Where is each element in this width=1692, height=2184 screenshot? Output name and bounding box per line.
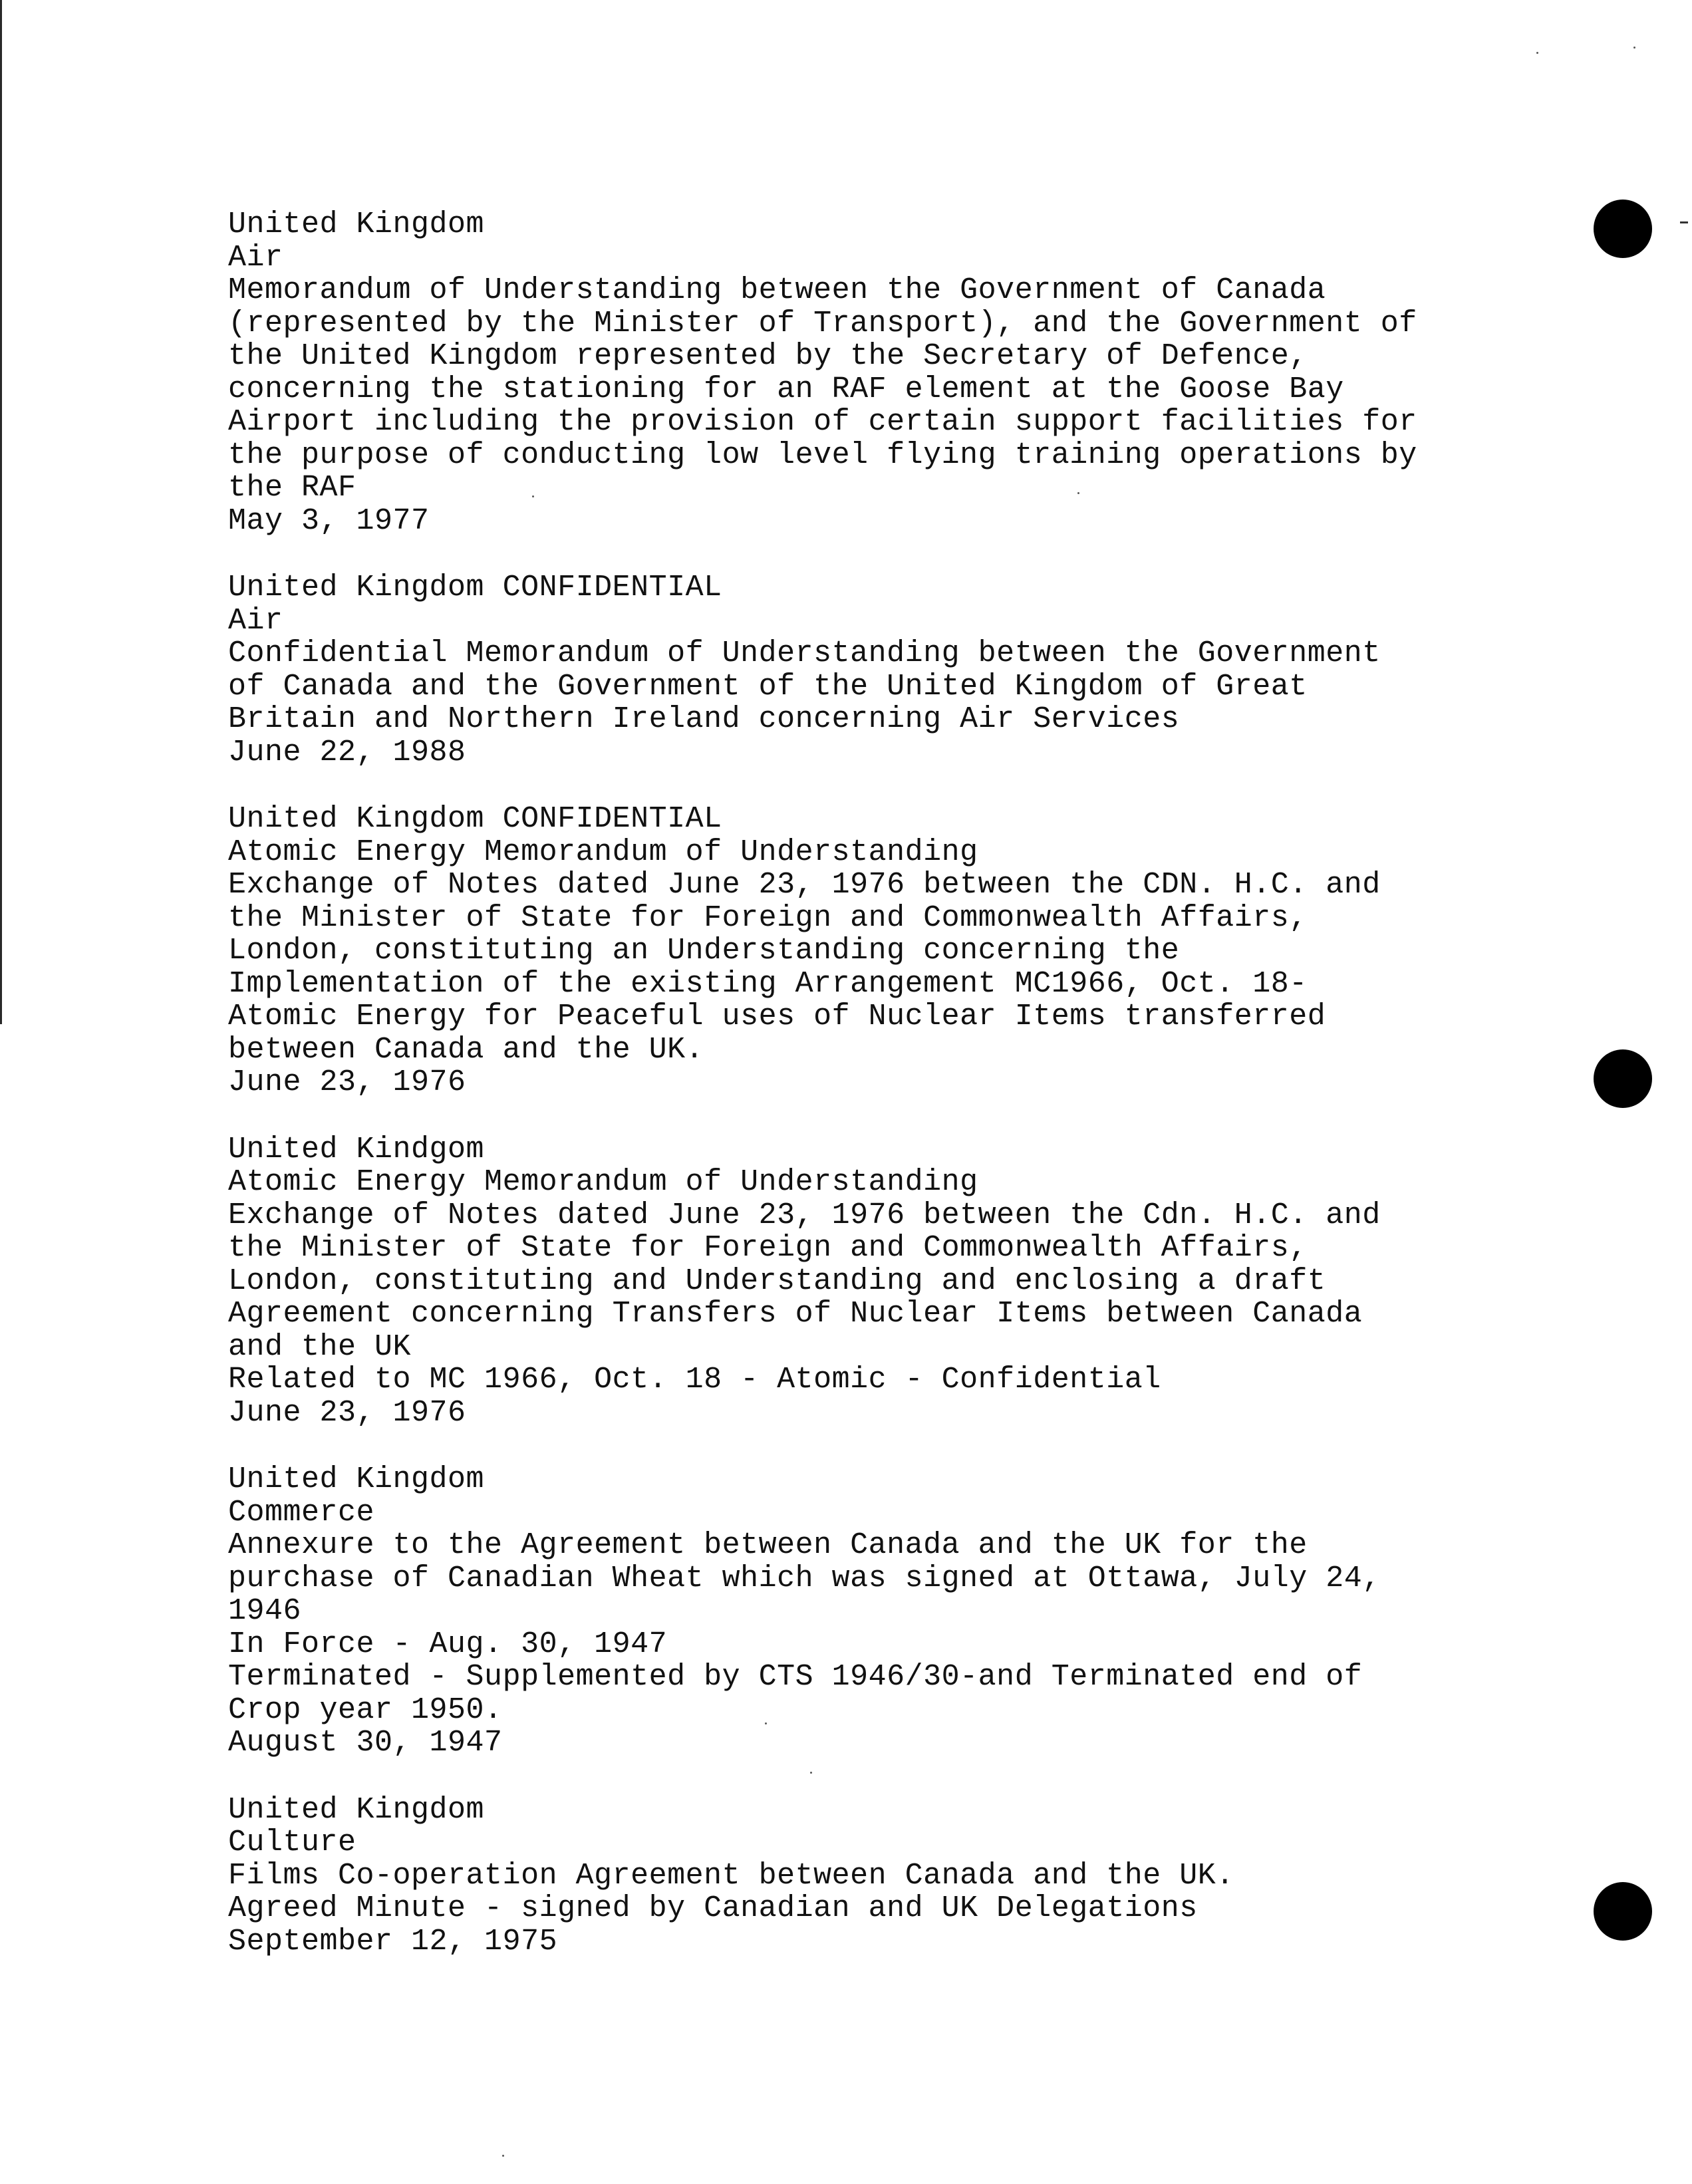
entry-country: United Kindgom xyxy=(228,1132,485,1166)
entry-note: Related to MC 1966, Oct. 18 - Atomic - Confidential xyxy=(228,1363,1161,1397)
entry-description-line: between Canada and the UK. xyxy=(228,1032,704,1067)
entry-description-line: London, constituting an Understanding concerning the xyxy=(228,934,1180,968)
agreement-entry xyxy=(228,1133,1545,1430)
entry-subject: Air xyxy=(228,603,283,638)
agreement-entry xyxy=(228,803,1545,1099)
entry-description-line: Confidential Memorandum of Understanding between the Government xyxy=(228,636,1381,670)
agreement-entry xyxy=(228,1794,1545,1959)
entry-subject: Atomic Energy Memorandum of Understanding xyxy=(228,1165,978,1199)
entry-description-line: London, constituting and Understanding and enclosing a draft xyxy=(228,1264,1326,1298)
punch-hole-top xyxy=(1594,200,1652,258)
agreement-entry xyxy=(228,1463,1545,1760)
entry-date: August 30, 1947 xyxy=(228,1726,503,1760)
entry-note: Crop year 1950. xyxy=(228,1693,503,1727)
entry-description-line: Films Co-operation Agreement between Canada and the UK. xyxy=(228,1858,1234,1893)
entry-description-line: Atomic Energy for Peaceful uses of Nuclear Items transferred xyxy=(228,1000,1326,1033)
entry-country: United Kingdom CONFIDENTIAL xyxy=(228,802,722,836)
entry-description-line: the purpose of conducting low level flying training operations by xyxy=(228,438,1417,472)
entry-status: In Force - Aug. 30, 1947 xyxy=(228,1627,668,1661)
entry-description-line: Memorandum of Understanding between the Government of Canada xyxy=(228,273,1326,307)
entry-note: Agreed Minute - signed by Canadian and UK Delegations xyxy=(228,1891,1198,1925)
entry-description-line: Annexure to the Agreement between Canada and the UK for the xyxy=(228,1528,1308,1562)
entry-date: June 23, 1976 xyxy=(228,1395,466,1430)
entry-country: United Kingdom xyxy=(228,1792,485,1827)
entry-country: United Kingdom xyxy=(228,1462,485,1496)
agreement-entry xyxy=(228,208,1545,537)
scan-speck xyxy=(502,2155,504,2157)
entry-description-line: Airport including the provision of certain support facilities for xyxy=(228,405,1417,439)
entry-country: United Kingdom xyxy=(228,207,485,241)
entry-description-line: concerning the stationing for an RAF element at the Goose Bay xyxy=(228,372,1344,406)
scan-speck xyxy=(1633,47,1635,49)
entry-subject: Culture xyxy=(228,1826,356,1859)
entry-country: United Kingdom CONFIDENTIAL xyxy=(228,571,722,605)
entry-description-line: Exchange of Notes dated June 23, 1976 between the CDN. H.C. and xyxy=(228,868,1381,902)
entry-description-line: Britain and Northern Ireland concerning Air Services xyxy=(228,702,1180,736)
entry-subject: Atomic Energy Memorandum of Understanding xyxy=(228,835,978,869)
scan-speck xyxy=(1536,52,1538,54)
entry-description-line: of Canada and the Government of the United Kingdom of Great xyxy=(228,669,1308,704)
punch-hole-bottom xyxy=(1594,1882,1652,1941)
entry-description-line: (represented by the Minister of Transport), and the Government of xyxy=(228,306,1417,341)
agreement-entry xyxy=(228,571,1545,769)
scan-left-edge xyxy=(0,0,2,1024)
entry-description-line: the United Kingdom represented by the Secretary of Defence, xyxy=(228,339,1308,373)
entry-subject: Commerce xyxy=(228,1495,375,1530)
entry-date: June 22, 1988 xyxy=(228,735,466,769)
agreements-list xyxy=(228,208,1545,1992)
entry-date: June 23, 1976 xyxy=(228,1065,466,1099)
entry-description-line: the RAF xyxy=(228,471,356,505)
entry-note: Terminated - Supplemented by CTS 1946/30-and Terminated end of xyxy=(228,1660,1363,1694)
punch-hole-middle xyxy=(1594,1049,1652,1108)
entry-date: May 3, 1977 xyxy=(228,503,430,538)
scan-mark xyxy=(1680,221,1688,223)
entry-description-line: the Minister of State for Foreign and Commonwealth Affairs, xyxy=(228,900,1308,935)
entry-description-line: Exchange of Notes dated June 23, 1976 between the Cdn. H.C. and xyxy=(228,1198,1381,1232)
entry-description-line: the Minister of State for Foreign and Commonwealth Affairs, xyxy=(228,1231,1308,1265)
entry-date: September 12, 1975 xyxy=(228,1924,558,1959)
entry-description-line: 1946 xyxy=(228,1594,302,1628)
entry-description-line: Implementation of the existing Arrangement MC1966, Oct. 18- xyxy=(228,966,1308,1001)
entry-subject: Air xyxy=(228,240,283,275)
entry-description-line: purchase of Canadian Wheat which was signed at Ottawa, July 24, xyxy=(228,1561,1381,1595)
entry-description-line: and the UK xyxy=(228,1329,412,1364)
entry-description-line: Agreement concerning Transfers of Nuclear Items between Canada xyxy=(228,1297,1363,1331)
